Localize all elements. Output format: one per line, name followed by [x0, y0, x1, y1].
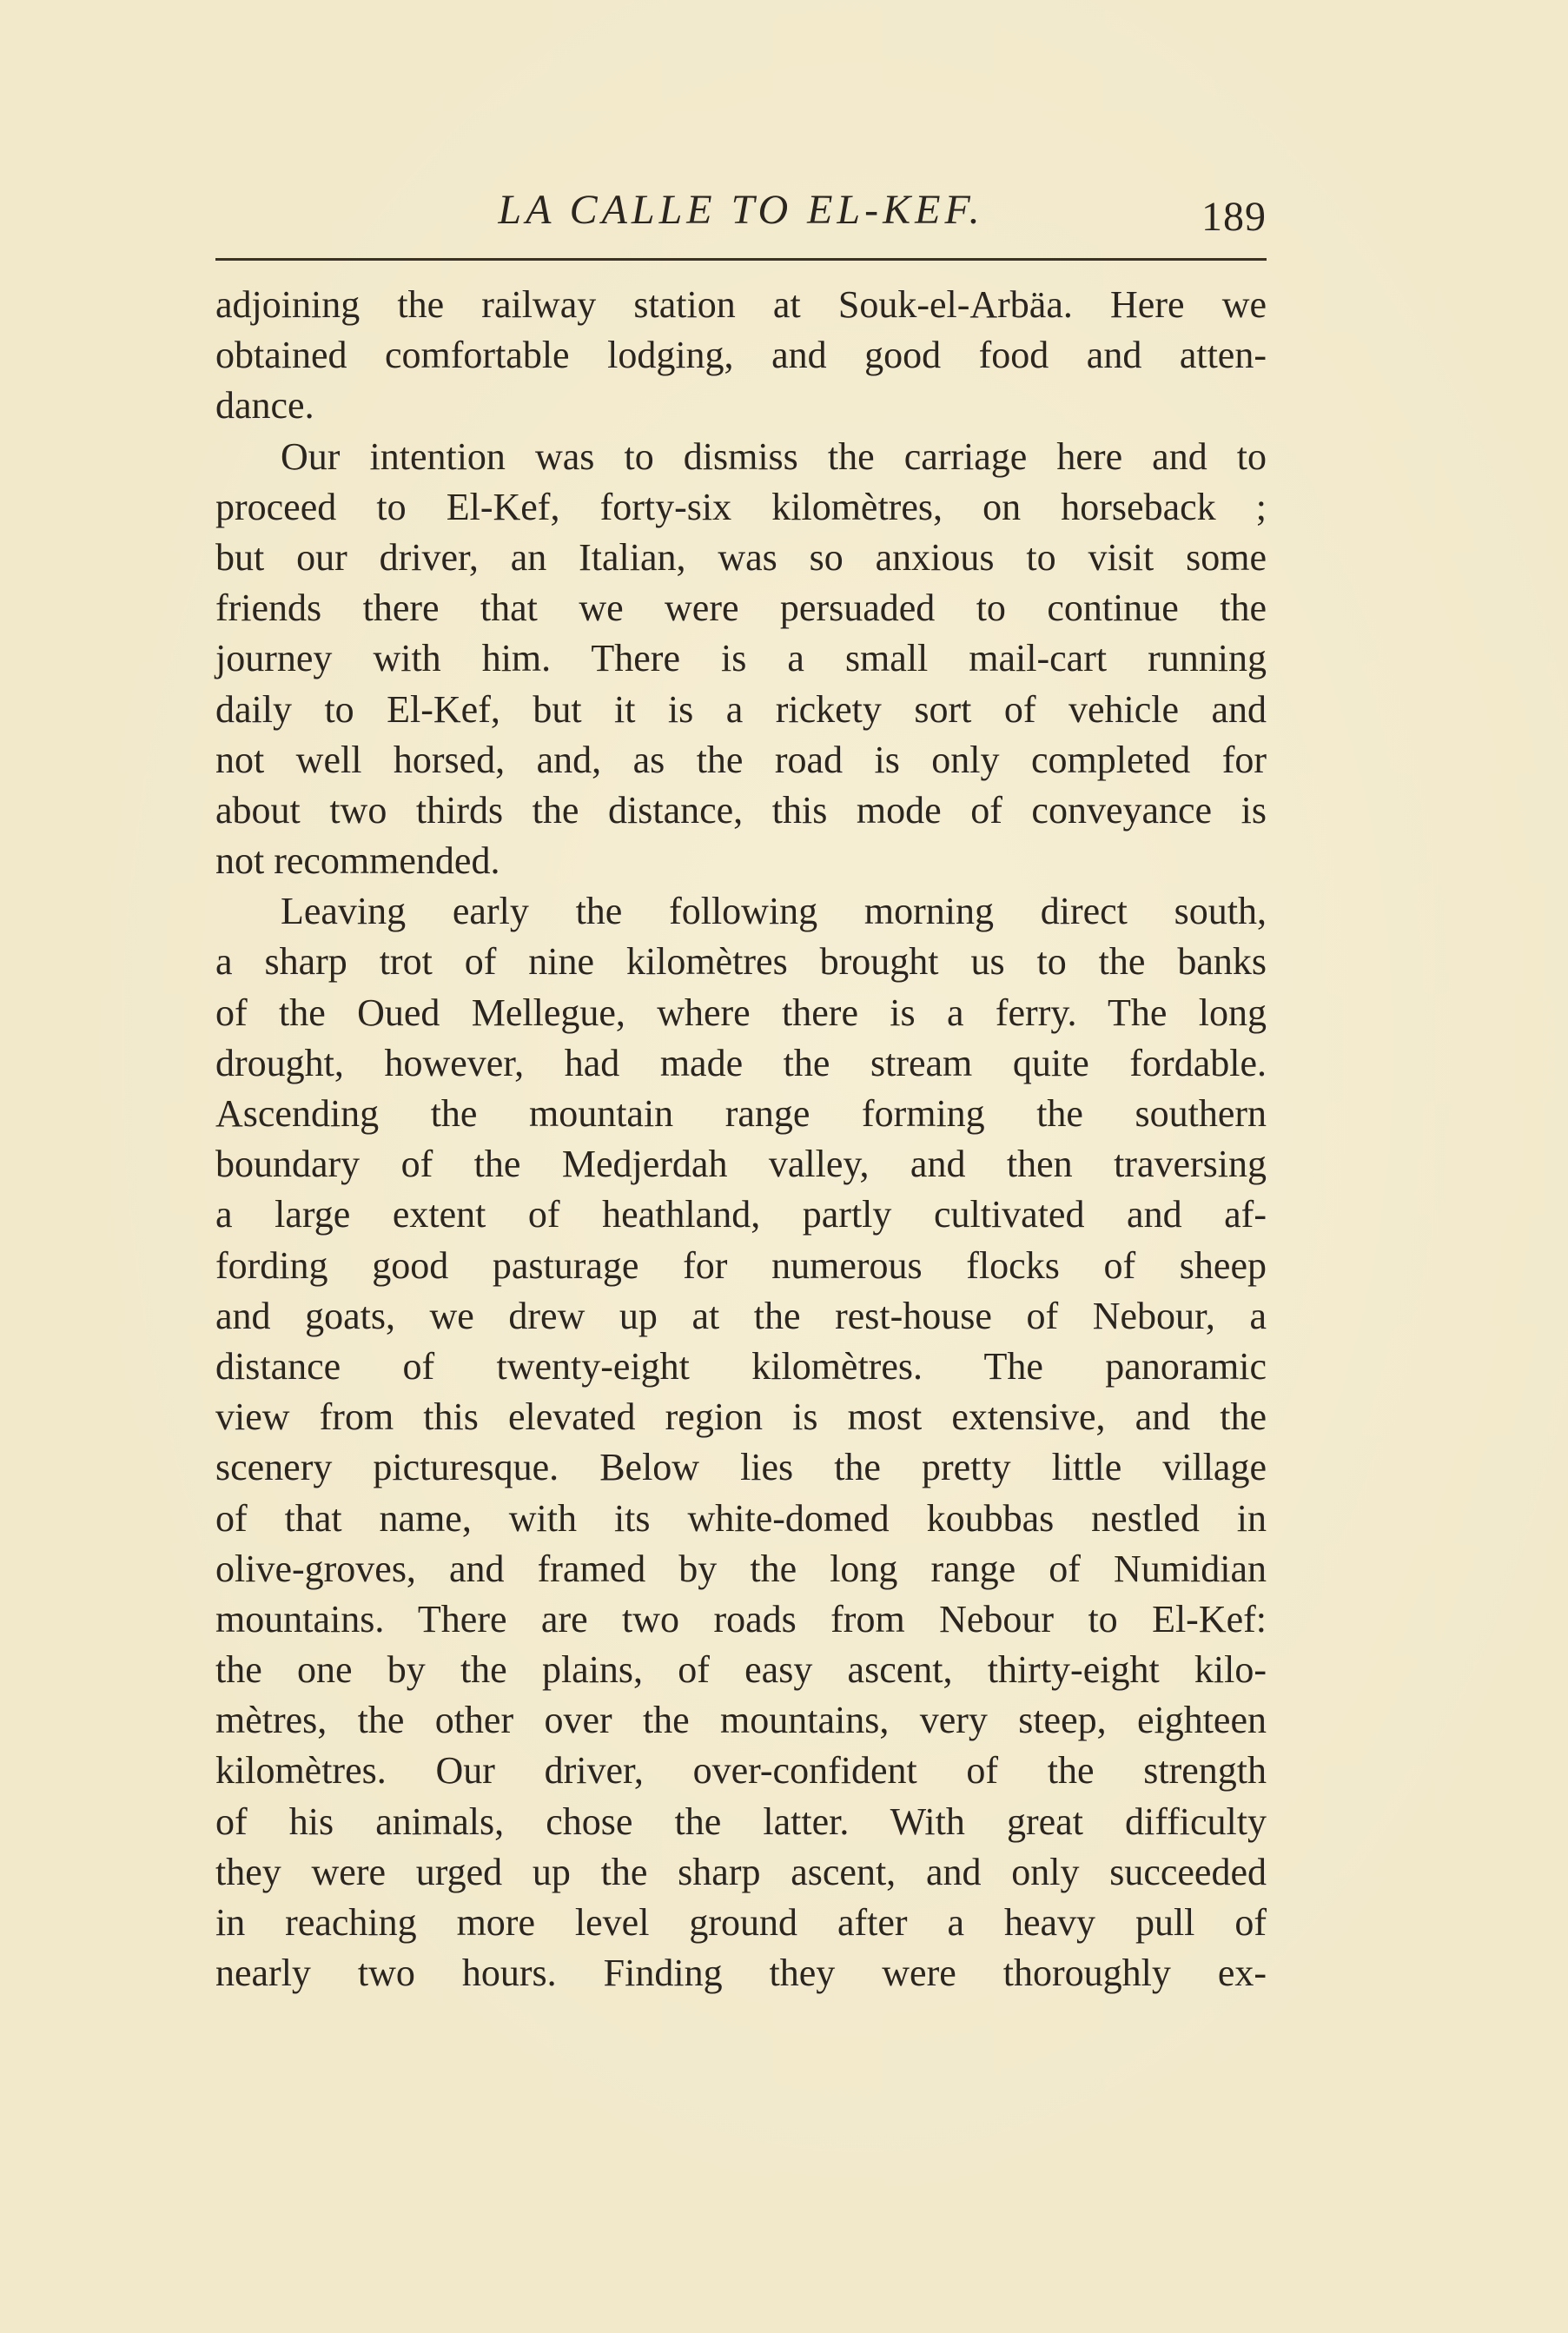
text-line: journey with him. There is a small mail-cart running: [215, 637, 1267, 680]
text-line: adjoining the railway station at Souk-el-Arbäa. Here we: [215, 283, 1267, 326]
running-head: [215, 181, 1267, 242]
text-line: friends there that we were persuaded to continue the: [215, 587, 1267, 630]
text-line: nearly two hours. Finding they were thoroughly ex-: [215, 1952, 1267, 1995]
header-rule: [215, 258, 1267, 261]
text-line: Ascending the mountain range forming the southern: [215, 1092, 1267, 1135]
text-line: a large extent of heathland, partly cultivated and af-: [215, 1193, 1267, 1236]
text-line: proceed to El-Kef, forty-six kilomètres, on horseback ;: [215, 485, 1267, 528]
text-line: olive-groves, and framed by the long range of Numidian: [215, 1547, 1267, 1590]
text-line: in reaching more level ground after a heavy pull of: [215, 1901, 1267, 1944]
text-line: of the Oued Mellegue, where there is a ferry. The long: [215, 991, 1267, 1034]
text-line: Our intention was to dismiss the carriage here and to: [281, 434, 1267, 478]
text-line: the one by the plains, of easy ascent, thirty-eight kilo-: [215, 1648, 1267, 1692]
text-line: of that name, with its white-domed koubbas nestled in: [215, 1496, 1267, 1540]
text-line: not well horsed, and, as the road is only completed for: [215, 738, 1267, 781]
running-title: LA CALLE TO EL-KEF.: [498, 187, 984, 233]
text-line: view from this elevated region is most extensive, and the: [215, 1395, 1267, 1439]
text-line: they were urged up the sharp ascent, and only succeeded: [215, 1850, 1267, 1893]
body-text: [215, 280, 1267, 1998]
text-line: obtained comfortable lodging, and good food and atten-: [215, 334, 1267, 377]
page-number: 189: [1201, 194, 1267, 240]
text-line: kilomètres. Our driver, over-confident of the strength: [215, 1749, 1267, 1793]
text-line: mountains. There are two roads from Nebour to El-Kef:: [215, 1597, 1267, 1640]
text-line: mètres, the other over the mountains, very steep, eighteen: [215, 1699, 1267, 1742]
text-line: of his animals, chose the latter. With great difficulty: [215, 1799, 1267, 1843]
text-line: boundary of the Medjerdah valley, and then traversing: [215, 1143, 1267, 1186]
text-line: daily to El-Kef, but it is a rickety sort of vehicle and: [215, 687, 1267, 731]
text-line: scenery picturesque. Below lies the pretty little village: [215, 1446, 1267, 1489]
text-line: a sharp trot of nine kilomètres brought us to the banks: [215, 940, 1267, 984]
text-line: about two thirds the distance, this mode of conveyance is: [215, 788, 1267, 832]
text-line: drought, however, had made the stream quite fordable.: [215, 1041, 1267, 1084]
text-line: Leaving early the following morning direct south,: [281, 890, 1267, 933]
text-line: dance.: [215, 384, 314, 427]
text-line: fording good pasturage for numerous flocks of sheep: [215, 1243, 1267, 1287]
text-line: and goats, we drew up at the rest-house of Nebour, a: [215, 1294, 1267, 1337]
text-line: not recommended.: [215, 839, 500, 883]
text-line: but our driver, an Italian, was so anxious to visit some: [215, 535, 1267, 579]
text-line: distance of twenty-eight kilomètres. The panoramic: [215, 1344, 1267, 1388]
